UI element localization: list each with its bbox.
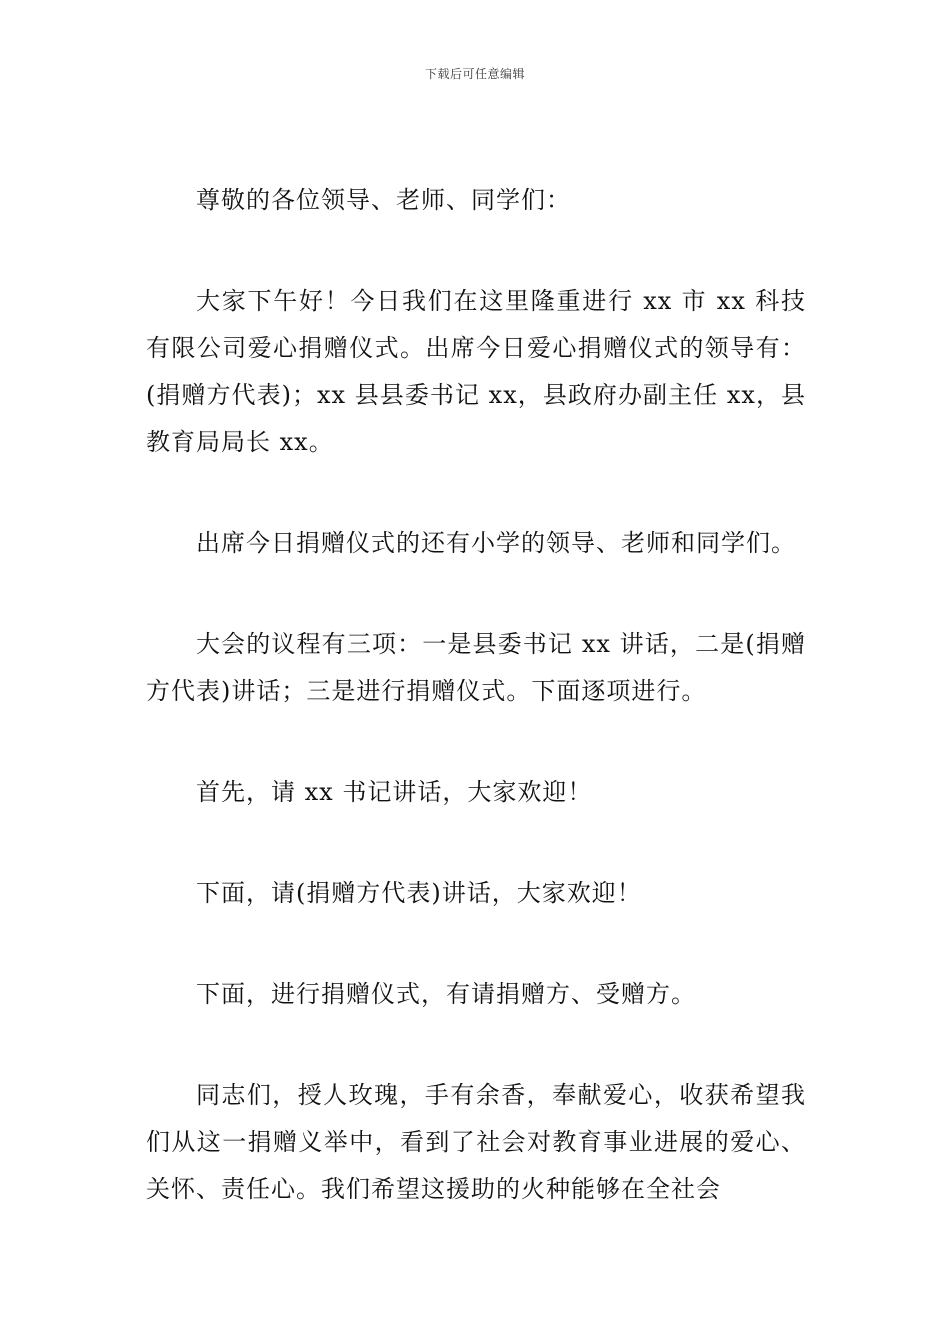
salutation-paragraph: 尊敬的各位领导、老师、同学们： (196, 186, 571, 214)
closing-paragraph: 同志们，授人玫瑰，手有余香，奉献爱心，收获希望我们从这一捐赠义举中，看到了社会对教育事业进展的爱心、关怀、责任心。我们希望这援助的火种能够在全社会 (146, 1081, 806, 1203)
opening-paragraph: 大家下午好！今日我们在这里隆重进行 xx 市 xx 科技有限公司爱心捐赠仪式。出席今日爱心捐赠仪式的领导有：(捐赠方代表)；xx 县县委书记 xx，县政府办副主任 xx，县教育局局长 xx。 (146, 287, 806, 456)
agenda-paragraph: 大会的议程有三项：一是县委书记 xx 讲话，二是(捐赠方代表)讲话；三是进行捐赠仪式。下面逐项进行。 (146, 630, 806, 705)
second-speech-paragraph: 下面，请(捐赠方代表)讲话，大家欢迎！ (196, 879, 642, 907)
ceremony-paragraph: 下面，进行捐赠仪式，有请捐赠方、受赠方。 (196, 980, 696, 1008)
first-speech-paragraph: 首先，请 xx 书记讲话，大家欢迎！ (196, 778, 593, 806)
document-body (146, 177, 806, 1213)
header-note: 下载后可任意编辑 (424, 67, 525, 81)
attendees-paragraph: 出席今日捐赠仪式的还有小学的领导、老师和同学们。 (196, 529, 796, 557)
